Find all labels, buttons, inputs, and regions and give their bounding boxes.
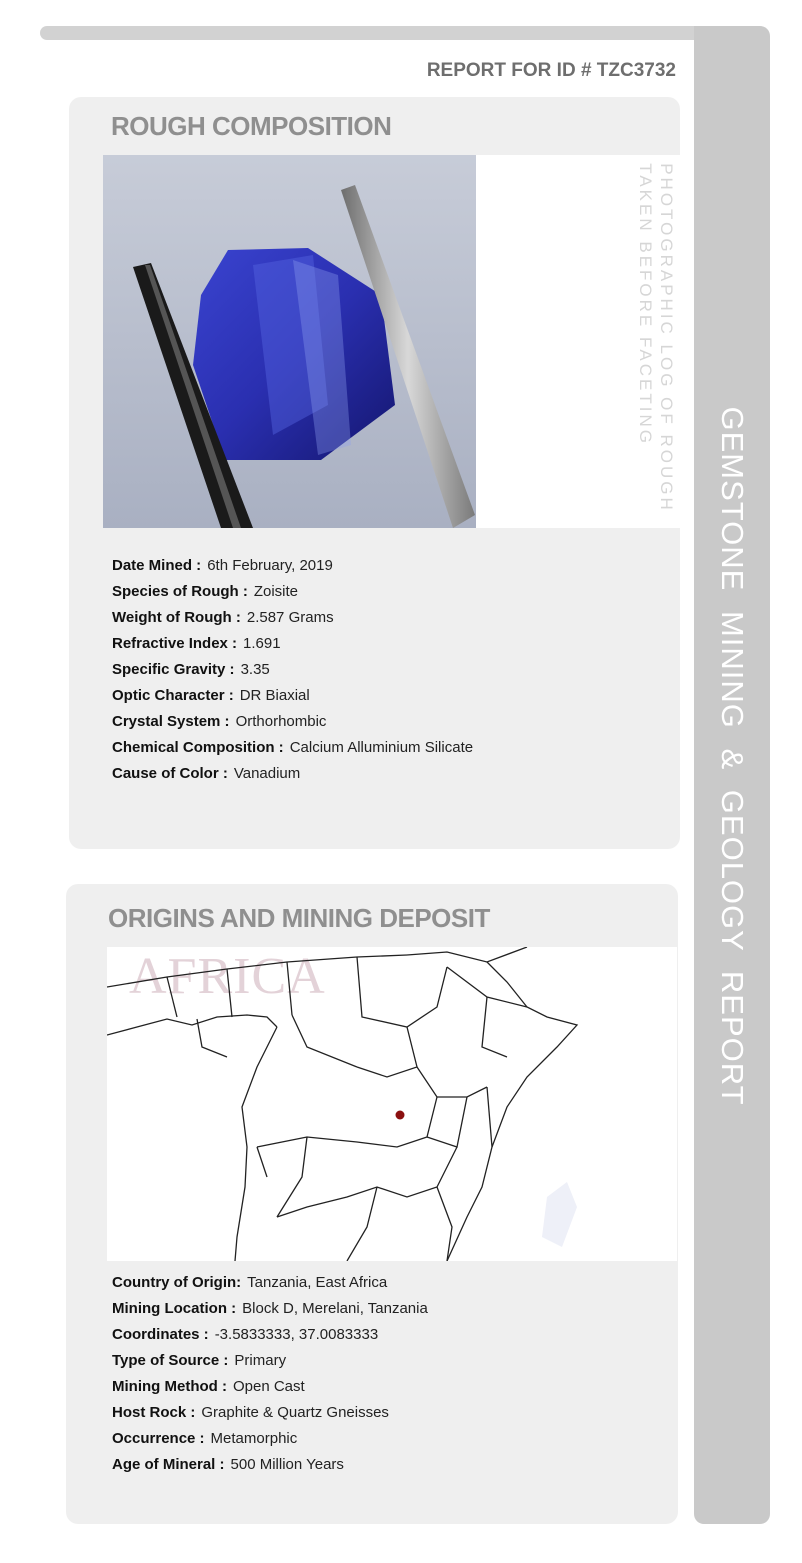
field-refractive-index: Refractive Index : 1.691	[112, 635, 281, 652]
field-optic-character: Optic Character : DR Biaxial	[112, 687, 310, 704]
photo-caption-text	[635, 163, 677, 513]
rough-field-list	[112, 553, 473, 787]
photo-caption-line-2: TAKEN BEFORE FACETING	[636, 163, 655, 446]
field-host-rock: Host Rock : Graphite & Quartz Gneisses	[112, 1404, 389, 1421]
africa-map	[107, 947, 677, 1261]
field-date-mined: Date Mined : 6th February, 2019	[112, 557, 333, 574]
field-cause-of-color: Cause of Color : Vanadium	[112, 765, 301, 782]
field-specific-gravity: Specific Gravity : 3.35	[112, 661, 270, 678]
rough-gem-photo	[103, 155, 476, 528]
field-species: Species of Rough : Zoisite	[112, 583, 299, 600]
field-weight: Weight of Rough : 2.587 Grams	[112, 609, 334, 626]
field-coordinates: Coordinates : -3.5833333, 37.0083333	[112, 1326, 379, 1343]
field-crystal-system: Crystal System : Orthorhombic	[112, 713, 327, 730]
field-age-of-mineral: Age of Mineral : 500 Million Years	[112, 1456, 344, 1473]
mine-location-marker	[396, 1111, 405, 1120]
field-chemical-composition: Chemical Composition : Calcium Alluminium Silicate	[112, 739, 474, 756]
top-decorative-bar	[40, 26, 730, 40]
origins-field-list	[112, 1270, 428, 1478]
field-type-of-source: Type of Source : Primary	[112, 1352, 287, 1369]
map-watermark: AFRICA	[129, 948, 326, 1005]
side-report-title: GEMSTONE MINING & GEOLOGY REPORT	[715, 406, 750, 1106]
field-country-of-origin: Country of Origin: Tanzania, East Africa	[112, 1274, 388, 1291]
report-id: REPORT FOR ID # TZC3732	[426, 60, 676, 81]
rough-photo-strip	[103, 155, 680, 528]
field-mining-method: Mining Method : Open Cast	[112, 1378, 305, 1395]
africa-map-outline	[107, 947, 677, 1261]
origins-title: ORIGINS AND MINING DEPOSIT	[108, 903, 490, 933]
rough-composition-title: ROUGH COMPOSITION	[111, 111, 392, 141]
photo-caption-line-1: PHOTOGRAPHIC LOG OF ROUGH	[657, 163, 676, 513]
field-occurrence: Occurrence : Metamorphic	[112, 1430, 298, 1447]
field-mining-location: Mining Location : Block D, Merelani, Tanzania	[112, 1300, 428, 1317]
